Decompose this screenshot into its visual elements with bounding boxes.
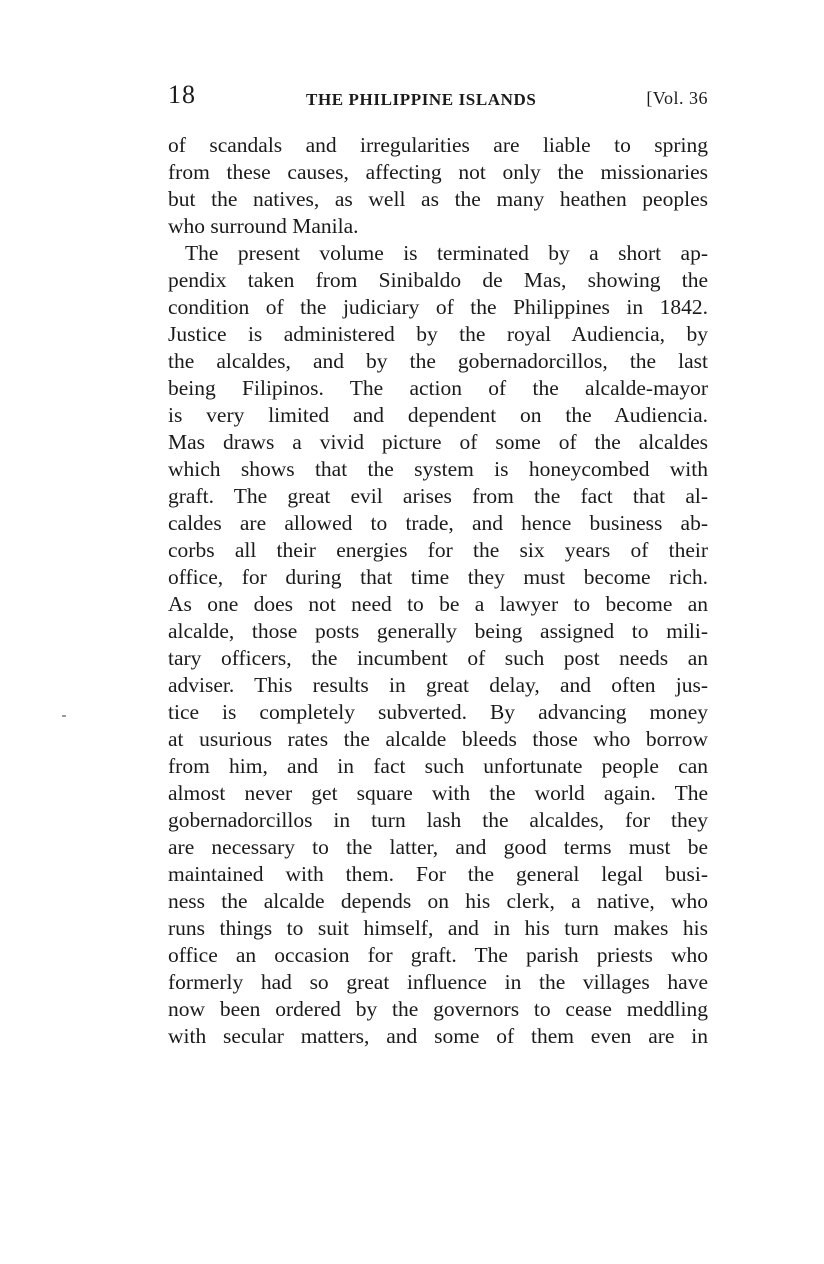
text-line: formerly had so great influence in the villages have	[168, 970, 708, 994]
scan-speck	[62, 715, 66, 717]
text-line: from him, and in fact such unfortunate people can	[168, 754, 708, 778]
text-line: almost never get square with the world again. The	[168, 781, 708, 805]
text-line: ness the alcalde depends on his clerk, a native, who	[168, 889, 708, 913]
text-line: tary officers, the incumbent of such post needs an	[168, 646, 708, 670]
text-line: office an occasion for graft. The parish priests who	[168, 943, 708, 967]
page-number: 18	[168, 80, 196, 109]
text-line: is very limited and dependent on the Audiencia.	[168, 403, 708, 427]
text-line: of scandals and irregularities are liable to spring	[168, 133, 708, 157]
text-line: graft. The great evil arises from the fact that al-	[168, 484, 708, 508]
text-line: tice is completely subverted. By advancing money	[168, 700, 708, 724]
running-title: THE PHILIPPINE ISLANDS	[306, 90, 537, 109]
text-line: The present volume is terminated by a short ap-	[185, 241, 708, 265]
text-line: at usurious rates the alcalde bleeds those who borrow	[168, 727, 708, 751]
text-line: from these causes, affecting not only the missionaries	[168, 160, 708, 184]
text-line: now been ordered by the governors to cease meddling	[168, 997, 708, 1021]
text-line: with secular matters, and some of them even are in	[168, 1024, 708, 1048]
text-line: caldes are allowed to trade, and hence business ab-	[168, 511, 708, 535]
text-line: the alcaldes, and by the gobernadorcillos, the last	[168, 349, 708, 373]
text-line: but the natives, as well as the many heathen peoples	[168, 187, 708, 211]
text-line: maintained with them. For the general legal busi-	[168, 862, 708, 886]
text-line: are necessary to the latter, and good terms must be	[168, 835, 708, 859]
text-line: adviser. This results in great delay, and often jus-	[168, 673, 708, 697]
text-line: which shows that the system is honeycombed with	[168, 457, 708, 481]
volume-label: [Vol. 36	[646, 88, 708, 108]
text-line: corbs all their energies for the six years of their	[168, 538, 708, 562]
text-line: who surround Manila.	[168, 214, 359, 238]
text-line: Justice is administered by the royal Audiencia, by	[168, 322, 708, 346]
text-line: office, for during that time they must become rich.	[168, 565, 708, 589]
text-line: As one does not need to be a lawyer to become an	[168, 592, 708, 616]
text-line: being Filipinos. The action of the alcalde-mayor	[168, 376, 708, 400]
text-line: alcalde, those posts generally being assigned to mili-	[168, 619, 708, 643]
text-line: Mas draws a vivid picture of some of the alcaldes	[168, 430, 708, 454]
text-line: gobernadorcillos in turn lash the alcaldes, for they	[168, 808, 708, 832]
page-header	[168, 80, 708, 114]
text-line: condition of the judiciary of the Philippines in 1842.	[168, 295, 708, 319]
text-line: runs things to suit himself, and in his turn makes his	[168, 916, 708, 940]
text-line: pendix taken from Sinibaldo de Mas, showing the	[168, 268, 708, 292]
